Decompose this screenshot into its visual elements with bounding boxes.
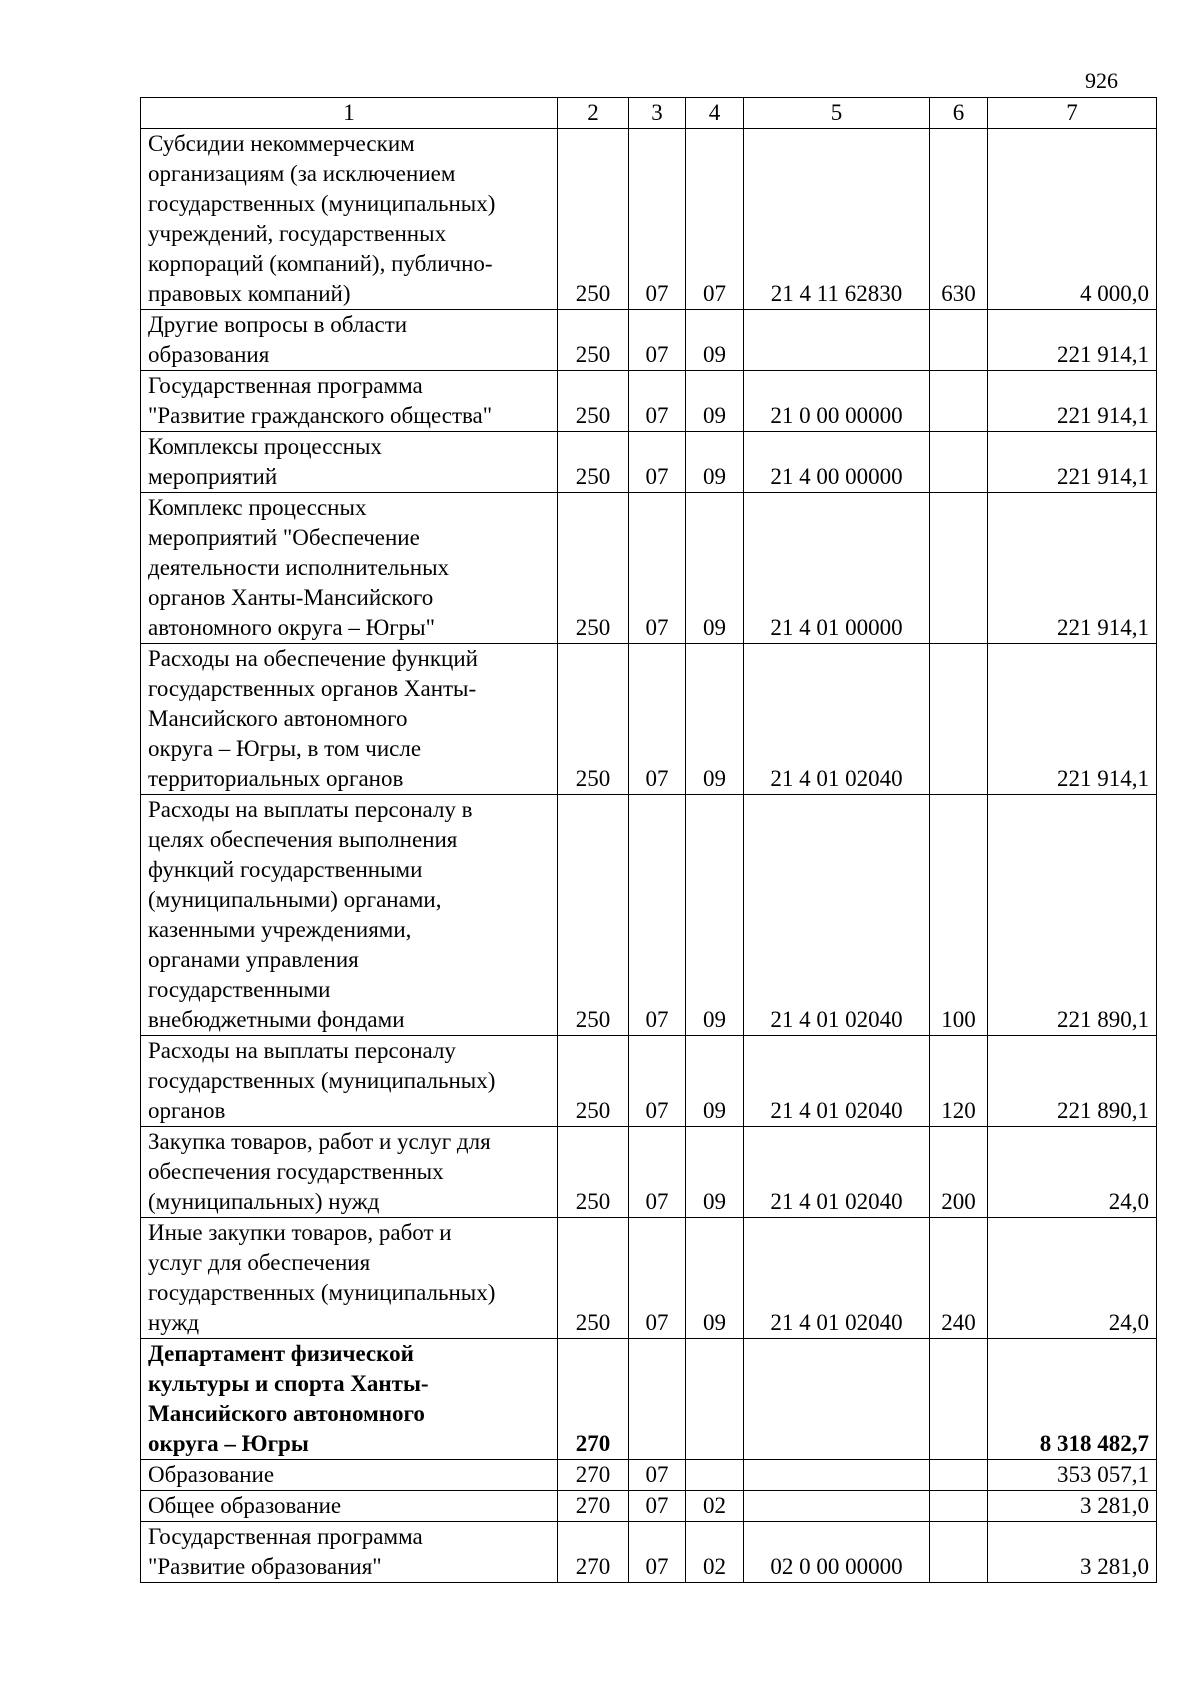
amount: 24,0 — [988, 1218, 1157, 1339]
ministry-code: 270 — [558, 1460, 629, 1491]
table-row — [141, 1460, 1157, 1491]
ministry-code: 250 — [558, 371, 629, 432]
subsection-code: 02 — [686, 1522, 744, 1583]
amount: 353 057,1 — [988, 1460, 1157, 1491]
expense-type-code: 120 — [930, 1036, 988, 1127]
target-article-code — [744, 310, 930, 371]
target-article-code: 21 4 01 00000 — [744, 493, 930, 644]
expense-type-code — [930, 1491, 988, 1522]
table-header-row — [141, 98, 1157, 129]
section-code: 07 — [629, 1460, 686, 1491]
ministry-code: 270 — [558, 1339, 629, 1460]
expense-type-code: 200 — [930, 1127, 988, 1218]
target-article-code: 21 0 00 00000 — [744, 371, 930, 432]
header-cell: 3 — [629, 98, 686, 129]
table-row — [141, 1339, 1157, 1460]
ministry-code: 250 — [558, 432, 629, 493]
section-code — [629, 1339, 686, 1460]
amount: 8 318 482,7 — [988, 1339, 1157, 1460]
ministry-code: 270 — [558, 1522, 629, 1583]
row-description: Расходы на выплаты персоналу в целях обеспечения выполнения функций государственными (муниципальными) органами, казенными учреждениями, органами управления государственными внебюджетными фондами — [141, 795, 558, 1036]
expense-type-code — [930, 371, 988, 432]
table-row — [141, 644, 1157, 795]
target-article-code: 21 4 11 62830 — [744, 129, 930, 310]
ministry-code: 250 — [558, 310, 629, 371]
target-article-code: 21 4 01 02040 — [744, 1127, 930, 1218]
amount: 221 914,1 — [988, 432, 1157, 493]
target-article-code: 21 4 00 00000 — [744, 432, 930, 493]
subsection-code: 09 — [686, 1127, 744, 1218]
ministry-code: 250 — [558, 129, 629, 310]
section-code: 07 — [629, 1036, 686, 1127]
expense-type-code — [930, 310, 988, 371]
amount: 221 914,1 — [988, 371, 1157, 432]
expense-type-code — [930, 644, 988, 795]
target-article-code — [744, 1339, 930, 1460]
table-row — [141, 1127, 1157, 1218]
ministry-code: 250 — [558, 1036, 629, 1127]
section-code: 07 — [629, 1491, 686, 1522]
row-description: Государственная программа "Развитие гражданского общества" — [141, 371, 558, 432]
target-article-code — [744, 1491, 930, 1522]
budget-table — [140, 97, 1157, 1583]
section-code: 07 — [629, 371, 686, 432]
section-code: 07 — [629, 1218, 686, 1339]
amount: 4 000,0 — [988, 129, 1157, 310]
expense-type-code: 630 — [930, 129, 988, 310]
row-description: Расходы на выплаты персоналу государственных (муниципальных) органов — [141, 1036, 558, 1127]
subsection-code: 07 — [686, 129, 744, 310]
subsection-code: 09 — [686, 644, 744, 795]
table-row — [141, 129, 1157, 310]
table-row — [141, 1522, 1157, 1583]
row-description: Другие вопросы в области образования — [141, 310, 558, 371]
row-description: Закупка товаров, работ и услуг для обеспечения государственных (муниципальных) нужд — [141, 1127, 558, 1218]
row-description: Департамент физической культуры и спорта Ханты- Мансийского автономного округа – Югры — [141, 1339, 558, 1460]
expense-type-code: 240 — [930, 1218, 988, 1339]
row-description: Общее образование — [141, 1491, 558, 1522]
row-description: Комплекс процессных мероприятий "Обеспечение деятельности исполнительных органов Ханты-Мансийского автономного округа – Югры" — [141, 493, 558, 644]
table-row — [141, 1491, 1157, 1522]
subsection-code: 09 — [686, 1218, 744, 1339]
expense-type-code — [930, 493, 988, 644]
section-code: 07 — [629, 1522, 686, 1583]
subsection-code: 09 — [686, 371, 744, 432]
page-number: 926 — [1085, 68, 1118, 93]
table-row — [141, 493, 1157, 644]
amount: 3 281,0 — [988, 1491, 1157, 1522]
row-description: Расходы на обеспечение функций государственных органов Ханты- Мансийского автономного округа – Югры, в том числе территориальных органов — [141, 644, 558, 795]
subsection-code: 09 — [686, 1036, 744, 1127]
header-cell: 5 — [744, 98, 930, 129]
ministry-code: 270 — [558, 1491, 629, 1522]
ministry-code: 250 — [558, 493, 629, 644]
subsection-code: 02 — [686, 1491, 744, 1522]
table-row — [141, 432, 1157, 493]
target-article-code: 21 4 01 02040 — [744, 1218, 930, 1339]
expense-type-code: 100 — [930, 795, 988, 1036]
header-cell: 2 — [558, 98, 629, 129]
target-article-code: 21 4 01 02040 — [744, 1036, 930, 1127]
target-article-code: 21 4 01 02040 — [744, 644, 930, 795]
row-description: Иные закупки товаров, работ и услуг для обеспечения государственных (муниципальных) нужд — [141, 1218, 558, 1339]
table-row — [141, 310, 1157, 371]
subsection-code: 09 — [686, 493, 744, 644]
section-code: 07 — [629, 1127, 686, 1218]
table-row — [141, 1036, 1157, 1127]
row-description: Субсидии некоммерческим организациям (за исключением государственных (муниципальных) учреждений, государственных корпораций (компаний), публично- правовых компаний) — [141, 129, 558, 310]
target-article-code: 21 4 01 02040 — [744, 795, 930, 1036]
expense-type-code — [930, 1522, 988, 1583]
header-cell: 4 — [686, 98, 744, 129]
expense-type-code — [930, 432, 988, 493]
amount: 221 914,1 — [988, 310, 1157, 371]
row-description: Образование — [141, 1460, 558, 1491]
ministry-code: 250 — [558, 1218, 629, 1339]
subsection-code — [686, 1460, 744, 1491]
expense-type-code — [930, 1460, 988, 1491]
ministry-code: 250 — [558, 1127, 629, 1218]
subsection-code: 09 — [686, 310, 744, 371]
table-row — [141, 1218, 1157, 1339]
section-code: 07 — [629, 795, 686, 1036]
expense-type-code — [930, 1339, 988, 1460]
amount: 221 914,1 — [988, 644, 1157, 795]
amount: 221 914,1 — [988, 493, 1157, 644]
section-code: 07 — [629, 432, 686, 493]
table-row — [141, 371, 1157, 432]
header-cell: 7 — [988, 98, 1157, 129]
section-code: 07 — [629, 310, 686, 371]
row-description: Государственная программа "Развитие образования" — [141, 1522, 558, 1583]
section-code: 07 — [629, 493, 686, 644]
amount: 221 890,1 — [988, 1036, 1157, 1127]
subsection-code — [686, 1339, 744, 1460]
header-cell: 1 — [141, 98, 558, 129]
amount: 221 890,1 — [988, 795, 1157, 1036]
target-article-code — [744, 1460, 930, 1491]
amount: 24,0 — [988, 1127, 1157, 1218]
section-code: 07 — [629, 129, 686, 310]
subsection-code: 09 — [686, 432, 744, 493]
amount: 3 281,0 — [988, 1522, 1157, 1583]
header-cell: 6 — [930, 98, 988, 129]
table-row — [141, 795, 1157, 1036]
ministry-code: 250 — [558, 644, 629, 795]
target-article-code: 02 0 00 00000 — [744, 1522, 930, 1583]
ministry-code: 250 — [558, 795, 629, 1036]
subsection-code: 09 — [686, 795, 744, 1036]
section-code: 07 — [629, 644, 686, 795]
row-description: Комплексы процессных мероприятий — [141, 432, 558, 493]
